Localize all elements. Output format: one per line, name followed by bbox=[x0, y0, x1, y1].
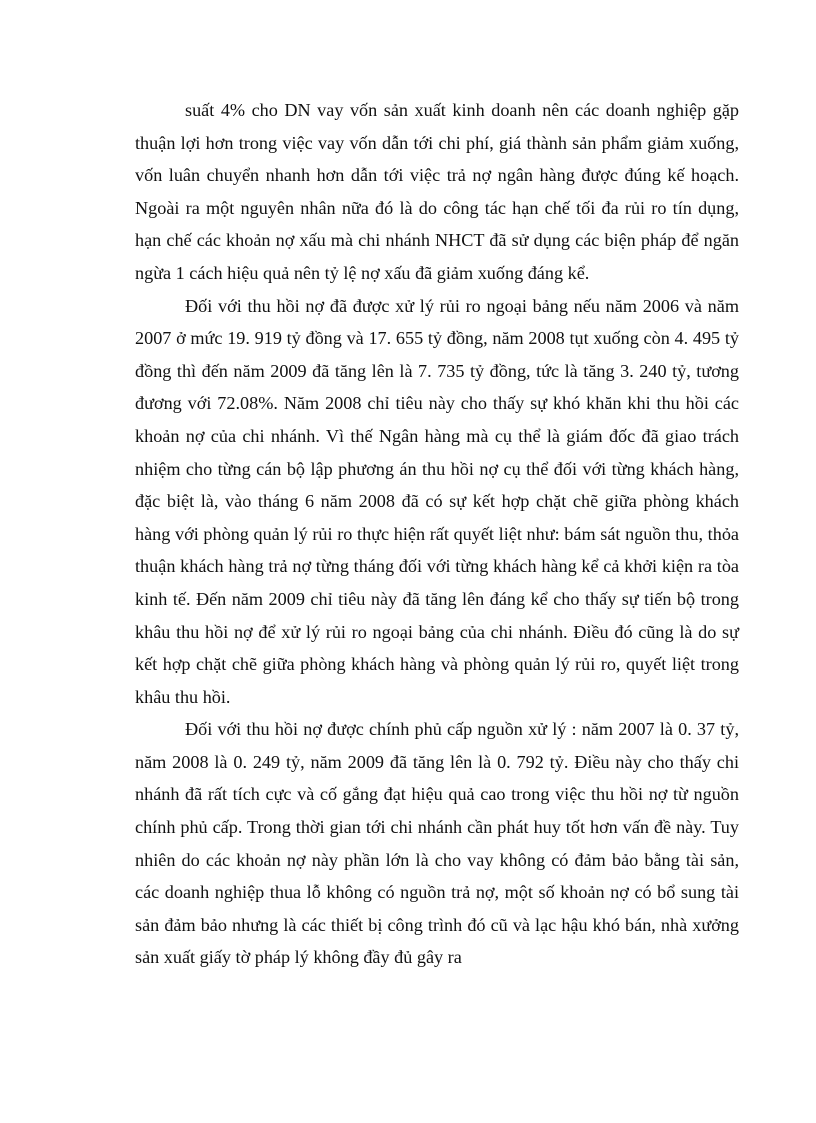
paragraph-2: Đối với thu hồi nợ đã được xử lý rủi ro ngoại bảng nếu năm 2006 và năm 2007 ở mức 19. 919 tỷ đồng và 17. 655 tỷ đồng, năm 2008 tụt xuống còn 4. 495 tỷ đồng thì đến năm 2009 đã tăng lên là 7. 735 tỷ đồng, tức là tăng 3. 240 tỷ, tương đương với 72.08%. Năm 2008 chỉ tiêu này cho thấy sự khó khăn khi thu hồi các khoản nợ của chi nhánh. Vì thế Ngân hàng mà cụ thể là giám đốc đã giao trách nhiệm cho từng cán bộ lập phương án thu hồi nợ cụ thể đối với từng khách hàng, đặc biệt là, vào tháng 6 năm 2008 đã có sự kết hợp chặt chẽ giữa phòng khách hàng với phòng quản lý rủi ro thực hiện rất quyết liệt như: bám sát nguồn thu, thỏa thuận khách hàng trả nợ từng tháng đối với từng khách hàng kể cả khởi kiện ra tòa kinh tế. Đến năm 2009 chỉ tiêu này đã tăng lên đáng kể cho thấy sự tiến bộ trong khâu thu hồi nợ để xử lý rủi ro ngoại bảng của chi nhánh. Điều đó cũng là do sự kết hợp chặt chẽ giữa phòng khách hàng và phòng quản lý rủi ro, quyết liệt trong khâu thu hồi. bbox=[135, 295, 739, 707]
paragraph-1: suất 4% cho DN vay vốn sản xuất kinh doanh nên các doanh nghiệp gặp thuận lợi hơn trong việc vay vốn dẫn tới chi phí, giá thành sản phẩm giảm xuống, vốn luân chuyển nhanh hơn dẫn tới việc trả nợ ngân hàng được đúng kế hoạch. Ngoài ra một nguyên nhân nữa đó là do công tác hạn chế tối đa rủi ro tín dụng, hạn chế các khoản nợ xấu mà chi nhánh NHCT đã sử dụng các biện pháp để ngăn ngừa 1 cách hiệu quả nên tỷ lệ nợ xấu đã giảm xuống đáng kể. bbox=[135, 100, 739, 283]
paragraph-3: Đối với thu hồi nợ được chính phủ cấp nguồn xử lý : năm 2007 là 0. 37 tỷ, năm 2008 là 0. 249 tỷ, năm 2009 đã tăng lên là 0. 792 tỷ. Điều này cho thấy chi nhánh đã rất tích cực và cố gắng đạt hiệu quả cao trong việc thu hồi nợ từ nguồn chính phủ cấp. Trong thời gian tới chi nhánh cần phát huy tốt hơn vấn đề này. Tuy nhiên do các khoản nợ này phần lớn là cho vay không có đảm bảo bằng tài sản, các doanh nghiệp thua lỗ không có nguồn trả nợ, một số khoản nợ có bổ sung tài sản đảm bảo nhưng là các thiết bị công trình đó cũ và lạc hậu khó bán, nhà xưởng sản xuất giấy tờ pháp lý không đầy đủ gây ra bbox=[135, 719, 739, 968]
document-body bbox=[135, 94, 739, 974]
